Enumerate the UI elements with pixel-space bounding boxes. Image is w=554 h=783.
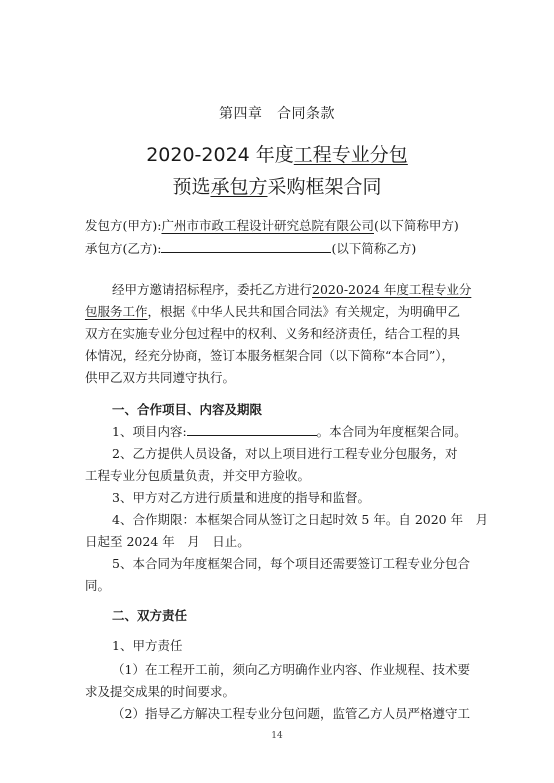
item-1-text: 。本合同为年度框架合同。: [316, 424, 467, 439]
section-2-p1-l1: （1）在工程开工前，须向乙方明确作业内容、作业规程、技术要: [112, 662, 470, 677]
intro-project-name: 2020-2024 年度工程专业分: [312, 282, 472, 297]
intro-line-1: [112, 280, 517, 298]
title-prefix: 预选: [172, 176, 211, 198]
intro-text: 经甲方邀请招标程序，委托乙方进行: [112, 282, 313, 297]
intro-line-4: 体情况，经充分协商，签订本服务框架合同（以下简称“本合同”），: [85, 348, 455, 363]
party-a-label: 发包方(甲方):: [85, 218, 162, 233]
party-b-label: 承包方(乙方):: [85, 241, 162, 256]
section-1-item-2-l1: 2、乙方提供人员设备，对以上项目进行工程专业分包服务，对: [112, 446, 458, 461]
chapter-heading: 第四章 合同条款: [219, 106, 335, 122]
section-1-item-1: [112, 422, 517, 440]
party-b-suffix: (以下简称乙方): [331, 241, 417, 256]
title-contractor: 承包方: [210, 176, 268, 198]
party-b-line: [85, 239, 490, 257]
title-years: 2020-2024 年度: [146, 144, 294, 166]
section-2-p2-l1: （2）指导乙方解决工程专业分包问题，监管乙方人员严格遵守工: [112, 706, 470, 721]
contract-title-line-1: [0, 140, 554, 167]
item-1-label: 1、项目内容:: [112, 424, 187, 439]
item-1-blank: [187, 423, 317, 436]
section-1-item-4-l1: 4、合作期限：本框架合同从签订之日起时效 5 年。自 2020 年 月: [112, 512, 489, 527]
intro-project-name-cont: 包服务工作: [85, 304, 148, 319]
intro-line-2: [85, 302, 490, 320]
section-1-item-2-l2: 工程专业分包质量负责，并交甲方验收。: [85, 468, 311, 483]
section-2-heading: 二、双方责任: [112, 608, 188, 623]
section-1-item-5-l1: 5、本合同为年度框架合同，每个项目还需要签订工程专业分包合: [112, 556, 470, 571]
party-a-suffix: (以下简称甲方): [373, 218, 459, 233]
party-a-line: [85, 216, 490, 234]
section-2-p1-l2: 求及提交成果的时间要求。: [85, 684, 236, 699]
title-suffix: 采购框架合同: [267, 176, 382, 198]
page-number: 14: [271, 731, 283, 741]
section-2-sub-1: 1、甲方责任: [112, 638, 183, 653]
section-1-item-5-l2: 同。: [85, 578, 111, 593]
section-1-item-3: 3、甲方对乙方进行质量和进度的指导和监督。: [112, 490, 370, 505]
intro-text: ，根据《中华人民共和国合同法》有关规定，为明确甲乙: [147, 304, 461, 319]
party-b-blank: [161, 240, 331, 253]
section-1-heading: 一、合作项目、内容及期限: [112, 402, 263, 417]
party-a-name: 广州市市政工程设计研究总院有限公司: [161, 218, 374, 233]
section-1-item-4-l2: 日起至 2024 年 月 日止。: [85, 534, 250, 549]
title-subject: 工程专业分包: [293, 144, 408, 166]
intro-line-5: 供甲乙双方共同遵守执行。: [85, 370, 236, 385]
intro-line-3: 双方在实施专业分包过程中的权利、义务和经济责任，结合工程的具: [85, 326, 461, 341]
contract-title-line-2: [0, 172, 554, 199]
